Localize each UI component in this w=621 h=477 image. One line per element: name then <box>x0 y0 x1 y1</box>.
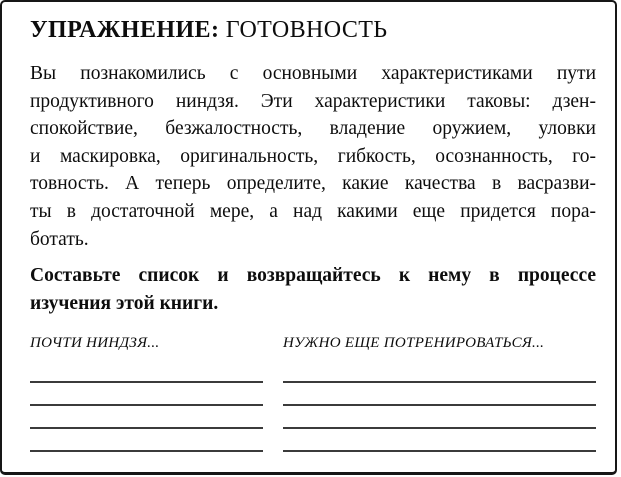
body-line: продуктивного ниндзя. Эти характеристики таковы: дзен- <box>30 90 596 112</box>
checklist-columns <box>30 334 596 473</box>
ruled-line <box>283 427 596 429</box>
ruled-line <box>30 427 263 429</box>
page-title <box>30 16 596 44</box>
column-header-right: НУЖНО ЕЩЕ ПОТРЕНИРОВАТЬСЯ... <box>283 335 545 352</box>
body-line: ты в достаточной мере, а над какими еще придется пора- <box>30 200 596 222</box>
body-line: ботать. <box>30 228 89 250</box>
writing-lines-left <box>30 381 263 452</box>
ruled-line <box>283 450 596 452</box>
instruction-line: Составьте список и возвращайтесь к нему в процессе <box>30 265 596 287</box>
title-subject: ГОТОВНОСТЬ <box>225 17 388 43</box>
ruled-line <box>30 381 263 383</box>
ruled-line <box>283 381 596 383</box>
body-line: Вы познакомились с основными характеристиками пути <box>30 63 596 84</box>
body-line: спокойствие, безжалостность, владение оружием, уловки <box>30 118 596 140</box>
ruled-line <box>30 450 263 452</box>
body-paragraph <box>30 60 596 253</box>
writing-lines-right <box>283 381 596 452</box>
instruction-paragraph <box>30 262 596 317</box>
body-line: и маскировка, оригинальность, гибкость, осознанность, го- <box>30 145 596 167</box>
ruled-line <box>283 404 596 406</box>
column-header-left: ПОЧТИ НИНДЗЯ... <box>30 335 160 352</box>
title-keyword: УПРАЖНЕНИЕ: <box>30 17 220 43</box>
ruled-line <box>30 404 263 406</box>
instruction-line: изучения этой книги. <box>30 292 219 314</box>
column-needs-practice <box>283 334 596 473</box>
body-line: товность. А теперь определите, какие качества в васразви- <box>30 173 596 195</box>
column-almost-ninja <box>30 334 263 473</box>
